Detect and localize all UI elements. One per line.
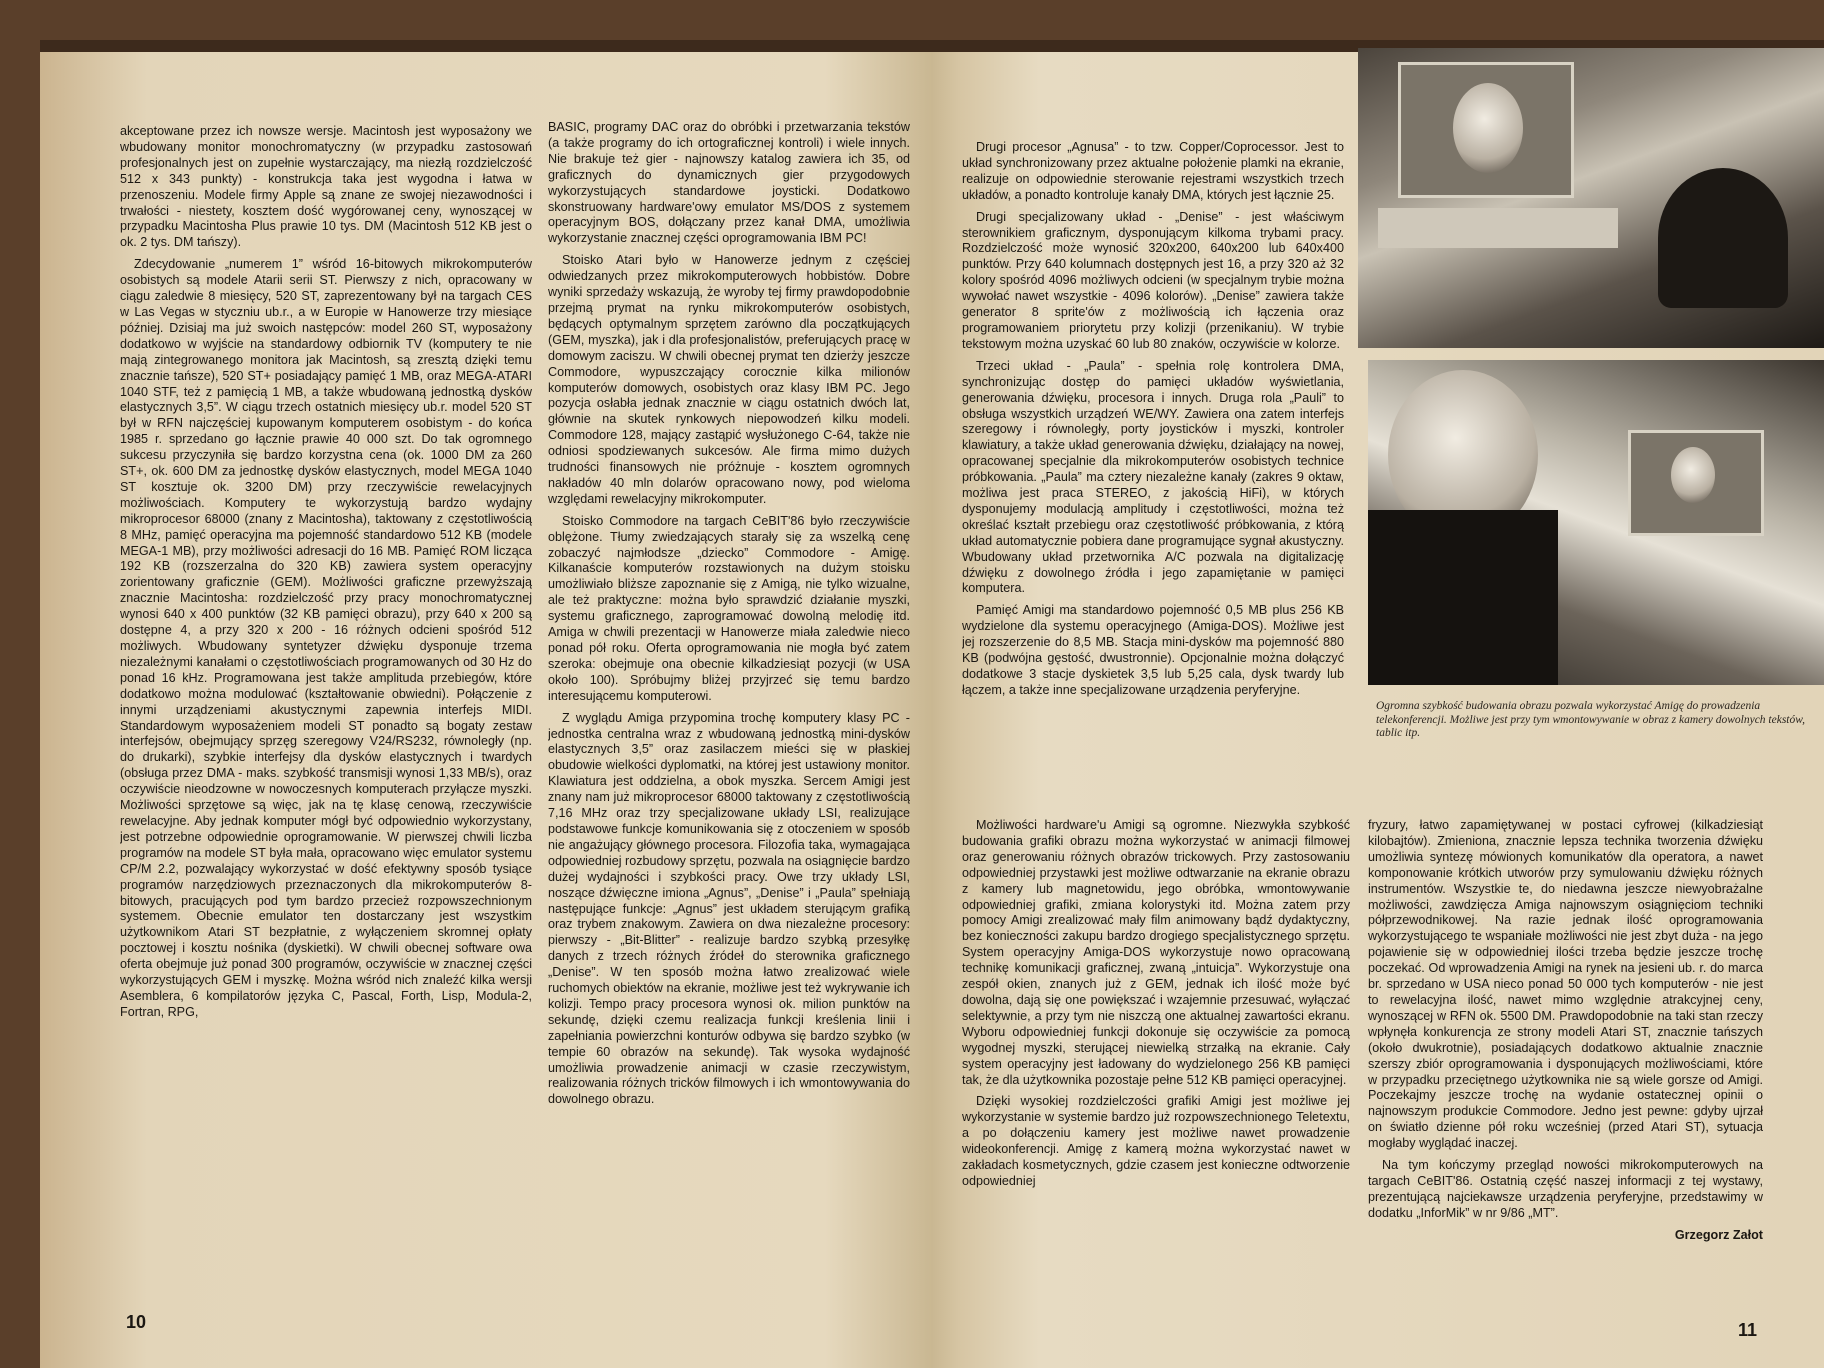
left-page-column-1 (120, 124, 532, 1314)
photo-amiga-monitor-telephone (1358, 48, 1824, 348)
paragraph: Na tym kończymy przegląd nowości mikrokomputerowych na targach CeBIT'86. Ostatnią część naszej informacji z tej wystawy, prezentującą najciekawsze urządzenia peryferyjne, przedstawimy w dodatku „InforMik” w nr 9/86 „MT”. (1368, 1158, 1763, 1220)
person-silhouette (1658, 168, 1788, 308)
photo-caption: Ogromna szybkość budowania obrazu pozwala wykorzystać Amigę do prowadzenia telekonferencji. Możliwe jest przy tym wmontowywanie w obraz z kamery dowolnych tekstów, tablic itp. (1376, 700, 1805, 739)
monitor-shape (1628, 430, 1764, 536)
right-page-column-2 (962, 818, 1350, 1310)
woman-body (1368, 510, 1558, 685)
face-on-screen (1671, 447, 1715, 503)
face-on-screen (1453, 83, 1523, 173)
computer-base (1378, 208, 1618, 248)
paragraph: Drugi procesor „Agnusa” - to tzw. Copper/Coprocessor. Jest to układ synchronizowany przez aktualne położenie plamki na ekranie, realizuje on odpowiednie sterowanie rejestrami wszystkich trzech układów, a ponadto kontroluje kanały DMA, których jest łącznie 25. (962, 140, 1344, 202)
paragraph: fryzury, łatwo zapamiętywanej w postaci cyfrowej (kilkadziesiąt kilobajtów). Zmieniona, znacznie lepsza technika tworzenia dźwięku umożliwia syntezę mówionych komunikatów dla operatora, a nawet komponowanie krótkich utworów przy symulowaniu dźwięku różnych instrumentów. Wszystkie te, do niedawna jeszcze niewyobrażalne możliwości, zawdzięcza Amiga najnowszym osiągnięciom techniki półprzewodnikowej. Na razie jednak ilość oprogramowania wykorzystującego te wspaniałe możliwości nie jest zbyt duża - na jego pojawienie się w odpowiedniej ilości trzeba będzie jeszcze trochę poczekać. Od wprowadzenia Amigi na rynek na jesieni ub. r. do marca br. sprzedano w USA nieco ponad 50 000 tych komputerów - nie jest to rewelacyjna ilość, nawet mimo względnie atrakcyjnej ceny, wynoszącej w RFN ok. 5500 DM. Prawdopodobnie na taki stan rzeczy wpłynęła konkurencja ze strony modeli Atari ST, znacznie tańszych (około dwukrotnie), posiadających dodatkowo aktualnie znacznie szerszy zbiór oprogramowania i dysponujących możliwościami, które w przypadku przeciętnego użytkownika nie są wiele gorsze od Amigi. Poczekajmy jeszcze trochę na wydanie ostatecznej opinii o najnowszym produkcie Commodore. Jedno jest pewne: gdyby ujrzał on światło dzienne pół roku wcześniej (przed Atari ST), sytuacja mogłaby wyglądać inaczej. (1368, 818, 1763, 1151)
paragraph: Z wyglądu Amiga przypomina trochę komputery klasy PC - jednostka centralna wraz z wbudowaną jednostką mini-dysków elastycznych 3,5” oraz zasilaczem mieści się w płaskiej obudowie wielkości dyplomatki, na której jest ustawiony monitor. Klawiatura jest oddzielna, a obok myszka. Sercem Amigi jest znany nam już mikroprocesor 68000 taktowany z częstotliwością 7,16 MHz oraz trzy specjalizowane układy LSI, realizujące podstawowe funkcje komunikowania się z otoczeniem w sposób nie angażujący głównego procesora. Filozofia taka, wymagająca odpowiedniej rozbudowy sprzętu, pozwala na osiągnięcie bardzo dużej wydajności i szybkości pracy. Owe trzy układy LSI, noszące dźwięczne imiona „Agnus”, „Denise” i „Paula” spełniają następujące funkcje: „Agnus” jest układem sterującym grafiką oraz trybem znakowym. Zawiera on dwa niezależne procesory: pierwszy - „Bit-Blitter” - realizuje bardzo szybką przesyłkę danych z trzech różnych źródeł do sterownika graficznego „Denise”. W ten sposób można łatwo zrealizować wiele ruchomych obiektów na ekranie, możliwe jest też wykrywanie ich kolizji. Tempo pracy procesora wynosi ok. milion punktów na sekundę, dzięki czemu realizacja funkcji kreślenia linii i zapełniania powierzchni konturów odbywa się bardzo szybko (w tempie 60 obrazów na sekundę). Tak wysoka wydajność umożliwia prowadzenie animacji w czasie rzeczywistym, realizowania różnych tricków filmowych i ich wmontowywania do dowolnego obrazu. (548, 710, 910, 1107)
paragraph: Dzięki wysokiej rozdzielczości grafiki Amigi jest możliwe jej wykorzystanie w systemie bardzo już rozpowszechnionego Teletextu, a po dołączeniu kamery jest możliwe nawet prowadzenie wideokonferencji. Amigę z kamerą można wykorzystać nawet w zakładach kosmetycznych, gdzie czasem jest konieczne odtworzenie odpowiedniej (962, 1094, 1350, 1188)
page-number-right: 11 (1738, 1320, 1758, 1340)
page-number-left: 10 (126, 1312, 147, 1332)
paragraph: Stoisko Atari było w Hanowerze jednym z częściej odwiedzanych przez mikrokomputerowych hobbistów. Dobre wyniki sprzedaży wskazują, że wyroby tej firmy prawdopodobnie przejmą prymat na rynku mikrokomputerów osobistych, będących optymalnym sprzętem zarówno dla początkujących (GEM, myszka), jak i dla profesjonalistów, preferujących pracę w domowym zaciszu. W chwili obecnej prymat ten dzierży jeszcze Commodore, wypuszczający corocznie kilka milionów komputerów domowych, osobistych oraz klasy IBM PC. Jego pozycja osłabła jednak znacznie w ciągu ostatnich dwóch lat, głównie na skutek rynkowych niepowodzeń kilku modeli. Commodore 128, mający zastąpić wysłużonego C-64, także nie odniosi spodziewanych sukcesów. Ale firma mimo dużych trudności finansowych nie próżnuje - kosztem ogromnych nakładów 40 mln dolarów opracowano nowy, pod wieloma względami rewelacyjny mikrokomputer. (548, 253, 910, 506)
left-page-column-2 (548, 120, 910, 1315)
author-signature: Grzegorz Załot (1674, 1227, 1763, 1242)
paragraph: Trzeci układ - „Paula” - spełnia rolę kontrolera DMA, synchronizując dostęp do pamięci układów wyświetlania, generowania dźwięku, procesora i innych. Druga rola „Pauli” to obsługa wszystkich urządzeń WE/WY. Zawiera ona zatem interfejs szeregowy i równoległy, porty joysticków i myszki, kontroler klawiatury, a także układ generowania dźwięku, działający na nowej, opracowanej specjalnie dla mikrokomputerów osobistych technice próbkowania. „Paula” ma cztery niezależne kanały (zakres 9 oktaw, możliwa jest praca STEREO, z jakością HiFi), w których dysponujemy modulacją amplitudy i częstotliwości, można też określać kształt przebiegu oraz częstotliwość próbkowania, z którą układ automatycznie pobiera dane programujące sygnał akustyczny. Wbudowany układ przetwornika A/C pozwala na digitalizację dźwięku z dowolnego źródła i jego zapamiętanie w pamięci komputera. (962, 358, 1344, 596)
paragraph: akceptowane przez ich nowsze wersje. Macintosh jest wyposażony we wbudowany monitor monochromatyczny (w przypadku zastosowań profesjonalnych jest on zupełnie wystarczający, ma niezłą rozdzielczość 512 x 343 punkty) - konstrukcja taka jest wygodna i łatwa w przenoszeniu. Modele firmy Apple są znane ze swojej niezawodności i trwałości - niestety, kosztem dość wygórowanej ceny, wynoszącej w przypadku Macintosha Plus prawie 10 tys. DM (Macintosh 512 KB jest o ok. 2 tys. DM tańszy). (120, 124, 532, 250)
right-page-column-3 (1368, 818, 1763, 1298)
photo-woman-videoconference (1368, 360, 1824, 685)
right-page-column-1 (962, 140, 1344, 795)
paragraph: Możliwości hardware'u Amigi są ogromne. Niezwykła szybkość budowania grafiki obrazu można wykorzystać w animacji filmowej oraz generowaniu różnych obrazów trickowych. Przy zastosowaniu odpowiedniej przystawki jest możliwe odtwarzanie na ekranie obrazu z kamery lub magnetowidu, jego obróbka, wmontowywanie odpowiedniej grafiki, zmiana kolorystyki itd. Można zatem przy pomocy Amigi zrealizować mały film animowany bądź dydaktyczny, bez konieczności zakupu bardzo drogiego specjalistycznego sprzętu. System operacyjny Amiga-DOS wykorzystuje nowo opracowaną technikę komunikacji graficznej, zwaną „intuicja”. Wykorzystuje ona zespół okien, znanych już z GEM, jednak ich ilość może być dowolna, dają się one powiększać i wzajemnie przesuwać, wyłączać selektywnie, a przy tym nie niszczą one aktualnej zawartości ekranu. Wyboru odpowiedniej funkcji dokonuje się oczywiście za pomocą wygodnej myszki, sterującej niewielką strzałką na ekranie. Cały system operacyjny jest ładowany do wydzielonego 256 KB pamięci tak, że dla użytkownika pozostaje pełne 512 KB pamięci operacyjnej. (962, 818, 1350, 1087)
paragraph: Pamięć Amigi ma standardowo pojemność 0,5 MB plus 256 KB wydzielone dla systemu operacyjnego (Amiga-DOS). Możliwe jest jej rozszerzenie do 8,5 MB. Stacja mini-dysków ma pojemność 880 KB (podwójna gęstość, dwustronnie). Opcjonalnie można dołączyć dodatkowe 3 stacje dyskietek 3,5 lub 5,25 cala, dysk twardy lub łączem, a także inne specjalizowane urządzenia peryferyjne. (962, 603, 1344, 697)
monitor-shape (1398, 62, 1574, 198)
paragraph: Stoisko Commodore na targach CeBIT'86 było rzeczywiście oblężone. Tłumy zwiedzających starały się za wszelką cenę zobaczyć najmłodsze „dziecko” Commodore - Amigę. Kilkanaście komputerów rozstawionych na dużym stoisku umożliwiało bliższe zapoznanie się z Amigą, nie tylko wizualne, ale też praktyczne: można było sprawdzić działanie myszki, systemu graficznego, zaprogramować dowolną melodię itd. Amiga w chwili prezentacji w Hanowerze miała zaledwie nieco ponad pół roku. Oferta oprogramowania nie mogła być zatem szeroka: obejmuje ona obecnie kilkadziesiąt pozycji (w USA około 100). Spróbujmy bliżej przyjrzeć się temu bardzo interesującemu komputerowi. (548, 513, 910, 703)
paragraph: Zdecydowanie „numerem 1” wśród 16-bitowych mikrokomputerów osobistych są modele Atarii serii ST. Pierwszy z nich, opracowany w ciągu zaledwie 8 miesięcy, 520 ST, zaprezentowany był na targach CES w Las Vegas w styczniu ub.r., a w Europie w Hanowerze trzy miesiące później. Dzisiaj ma już swoich następców: model 260 ST, wyposażony dodatkowo w wyjście na standardowy odbiornik TV (komputery te nie mają zintegrowanego monitora jak Macintosh, są zresztą dzięki temu znacznie tańsze), 520 ST+ posiadający pamięć 1 MB, oraz MEGA-ATARI 1040 STF, też z pamięcią 1 MB, a także wbudowaną jednostką dysków elastycznych 3,5”. W ciągu trzech ostatnich miesięcy ub.r. model 520 ST był w RFN najczęściej kupowanym komputerem osobistym - do końca 1985 r. sprzedano go łącznie prawie 40 000 szt. Do tak ogromnego sukcesu przyczyniła się bardzo korzystna cena (ok. 1000 DM za 260 ST+, ok. 600 DM za jednostkę dysków elastycznych, model MEGA 1040 ST kosztuje ok. 3200 DM) przy rzeczywiście rewelacyjnych możliwościach. Komputery te wykorzystują bardzo wydajny mikroprocesor 68000 (znany z Macintosha), taktowany z częstotliwością 8 MHz, pamięć operacyjna ma pojemność standardowo 512 KB (modele MEGA-1 MB), przy możliwości adresacji do 16 MB. Pamięć ROM licząca 192 KB (rozszerzalna do 320 KB) zawiera system operacyjny zorientowany graficznie (GEM). Możliwości graficzne przewyższają znacznie Macintosha: rozdzielczość przy pracy monochromatycznej wynosi 640 x 400 punktów (32 KB pamięci obrazu), przy 640 x 200 są dostępne 4, a przy 320 x 200 - 16 różnych odcieni spośród 512 możliwych. Wbudowany syntetyzer dźwięku dysponuje trzema niezależnymi kanałami o częstotliwościach programowanych od 30 Hz do ponad 16 kHz. Programowana jest także amplituda przebiegów, które dodatkowo można modulować (kształtowanie obwiedni). Połączenie z innymi urządzeniami akustycznymi zapewnia interfejs MIDI. Standardowym wyposażeniem modeli ST ponadto są bogaty zestaw interfejsów, obejmujący sprzęg szeregowy V24/RS232, równoległy (np. do drukarki), szybkie interfejsy dla dysków elastycznych i twardych (obsługa przez DMA - maks. szybkość transmisji wynosi 1,33 MB/s), oraz oczywiście nieodzowne w nowoczesnych komputerach przyłącze myszki. Możliwości sprzętowe są więc, jak na tę klasę cenową, rzeczywiście rewelacyjne. Aby jednak komputer mógł być odpowiednio wykorzystany, jest potrzebne odpowiednie oprogramowanie. W pierwszej chwili liczba programów na modele ST była mała, opracowano więc emulator systemu CP/M 2.2, pozwalający wykorzystać w dość efektywny sposób tysiące programów narzędziowych przeznaczonych dla mikrokomputerów 8-bitowych, pracujących pod tym bardzo przecież rozpowszechnionym systemem. Obecnie emulator ten dostarczany jest wszystkim użytkownikom Atari ST bezpłatnie, z wyłączeniem skromnej opłaty pocztowej i kosztu nośnika (dyskietki). W chwili obecnej software owa oferta obejmuje już ponad 300 programów, oczywiście w znacznej części wykorzystujących GEM i myszkę. Można wśród nich znaleźć kilka wersji Asemblera, 6 kompilatorów języka C, Pascal, Forth, Lisp, Modula-2, Fortran, RPG, (120, 257, 532, 1019)
paragraph: Drugi specjalizowany układ - „Denise” - jest właściwym sterownikiem graficznym, dysponującym kilkoma trybami pracy. Rozdzielczość może wynosić 320x200, 640x200 lub 640x400 punktów. Przy 640 kolumnach dostępnych jest 16, a przy 320 aż 32 kolory spośród 4096 możliwych odcieni (w specjalnym trybie można wywołać nawet wszystkie - 4096 kolorów). „Denise” zawiera także generator 8 sprite'ów z możliwością ich łączenia oraz programowaniem priorytetu przy kolizji (przenikaniu). W trybie tekstowym można uzyskać 60 lub 80 znaków, oczywiście w kolorze. (962, 209, 1344, 351)
paragraph: BASIC, programy DAC oraz do obróbki i przetwarzania tekstów (a także programy do ich ortograficznej kontroli) i wiele innych. Nie brakuje też gier - najnowszy katalog zawiera ich 35, od graficznych do dynamicznych gier przygodowych wykorzystujących standardowe joysticki. Dodatkowo skonstruowany hardware'owy emulator MS/DOS z systemem operacyjnym BOS, dołączany przez kanał DMA, umożliwia wykorzystanie znacznej części oprogramowania IBM PC! (548, 120, 910, 246)
